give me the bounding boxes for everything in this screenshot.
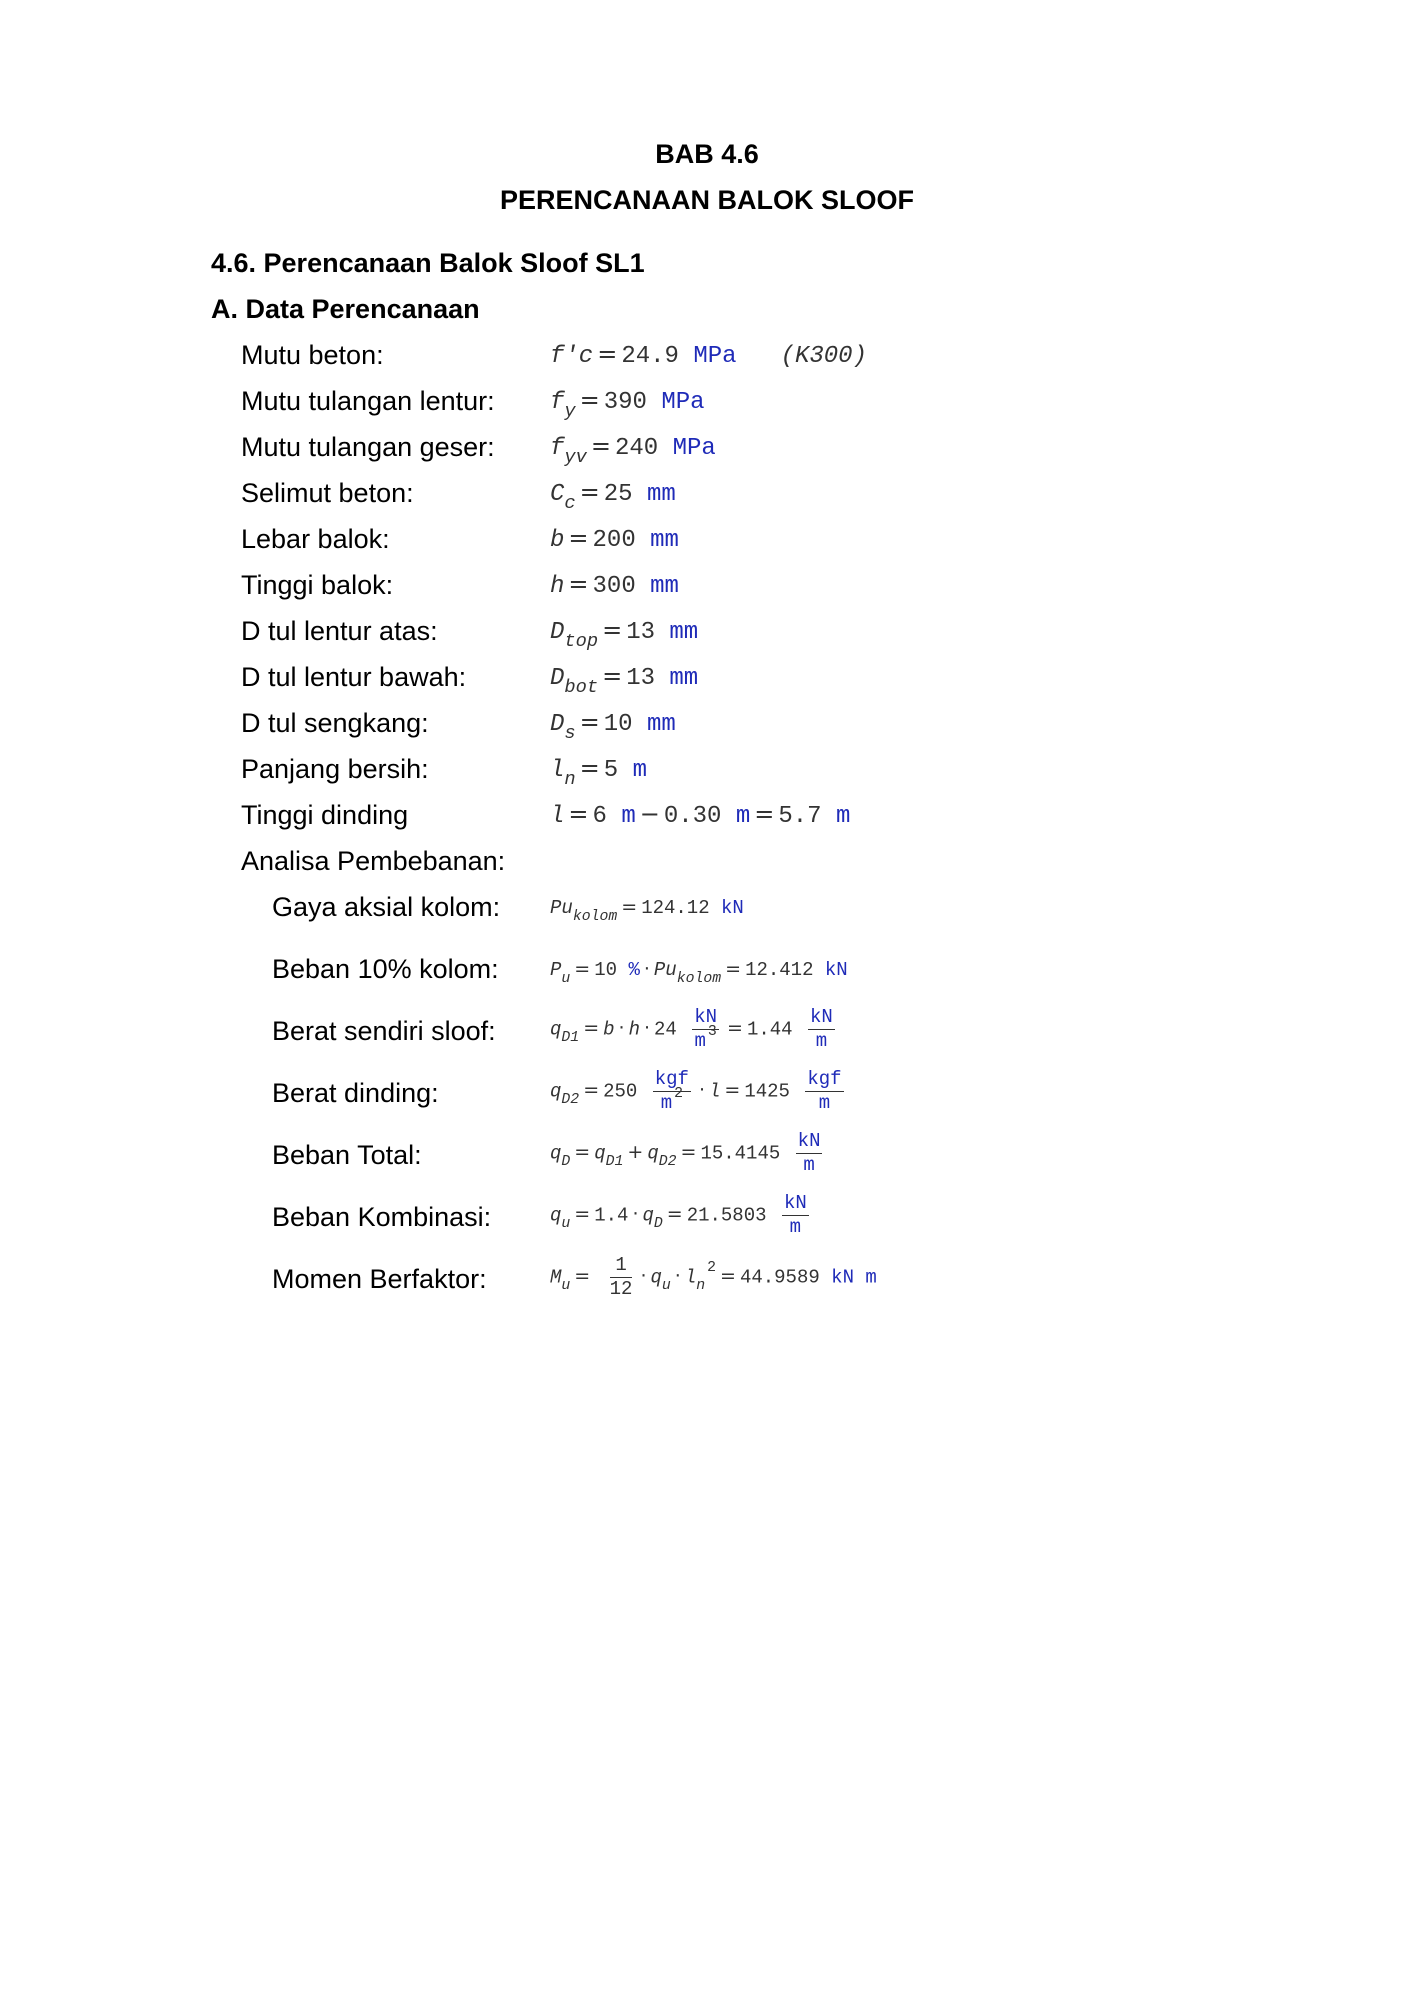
label-tinggi: Tinggi balok: — [241, 570, 394, 600]
formula-pu: $P_u = 10$ % · $Pu_{kolom} = 12.412$ kN — [550, 958, 848, 987]
section-heading: 4.6. Perencanaan Balok Sloof SL1 — [211, 248, 645, 278]
formula-dtop: $D_{top} = 13$ mm — [550, 616, 699, 653]
formula-fy: $f_y = 390$ MPa — [550, 386, 705, 423]
label-gaya-aksial: Gaya aksial kolom: — [272, 892, 501, 922]
label-mutu-lentur: Mutu tulangan lentur: — [241, 386, 495, 416]
formula-fyv: $f_{yv} = 240$ MPa — [550, 432, 716, 469]
formula-ds: $D_s = 10$ mm — [550, 708, 676, 745]
label-mutu-geser: Mutu tulangan geser: — [241, 432, 495, 462]
formula-cc: $C_c = 25$ mm — [550, 478, 676, 515]
label-mutu-beton: Mutu beton: — [241, 340, 384, 370]
label-momen: Momen Berfaktor: — [272, 1264, 487, 1294]
formula-pukolom: $Pu_{kolom} = 124.12$ kN — [550, 896, 744, 925]
label-d-bawah: D tul lentur bawah: — [241, 662, 467, 692]
chapter-title: BAB 4.6 — [655, 139, 759, 169]
label-beban-10: Beban 10% kolom: — [272, 954, 499, 984]
formula-h: h = 300 mm — [550, 570, 679, 600]
formula-qd: $q_D = q_{D1} + q_{D2} = 15.4145$ $\frac{kN}{m}$ — [550, 1130, 821, 1176]
label-lebar: Lebar balok: — [241, 524, 390, 554]
formula-dbot: $D_{bot} = 13$ mm — [550, 662, 699, 699]
label-tinggi-dinding: Tinggi dinding — [241, 800, 409, 830]
label-beban-kombinasi: Beban Kombinasi: — [272, 1202, 492, 1232]
chapter-subject: PERENCANAAN BALOK SLOOF — [499, 185, 914, 215]
label-berat-sloof: Berat sendiri sloof: — [272, 1016, 496, 1046]
formula-b: b = 200 mm — [550, 524, 679, 554]
label-berat-dinding: Berat dinding: — [272, 1078, 439, 1108]
label-selimut: Selimut beton: — [241, 478, 414, 508]
label-beban-total: Beban Total: — [272, 1140, 422, 1170]
formula-fc: f'c = 24.9 MPa (K300) — [550, 340, 867, 370]
formula-qu: $q_u = 1.4 \cdot q_D = 21.5803$ $\frac{kN}{m}$ — [550, 1192, 807, 1238]
formula-qd1: $q_{D1} = b \cdot h \cdot 24$ $\frac{kN}{m ^3}$ = 1.44 $\frac{kN}{m}$ — [550, 1006, 833, 1052]
formula-qd2: $q_{D2} = 250$ kgf m $^2$ · l = 1425 kgf m — [550, 1068, 842, 1114]
section-subheading: A. Data Perencanaan — [211, 294, 480, 324]
label-panjang: Panjang bersih: — [241, 754, 429, 784]
formula-l: l = 6 m − 0.30 m = 5.7 m — [550, 800, 851, 830]
formula-ln: $l_n = 5$ m — [550, 754, 647, 791]
formula-mu: $M_u$ = $\frac{1}{12}$ · $q_u \cdot l_n^2 = 44.9589$ kN m — [550, 1254, 877, 1300]
label-d-atas: D tul lentur atas: — [241, 616, 438, 646]
label-d-sengkang: D tul sengkang: — [241, 708, 429, 738]
label-analisa: Analisa Pembebanan: — [241, 846, 506, 876]
